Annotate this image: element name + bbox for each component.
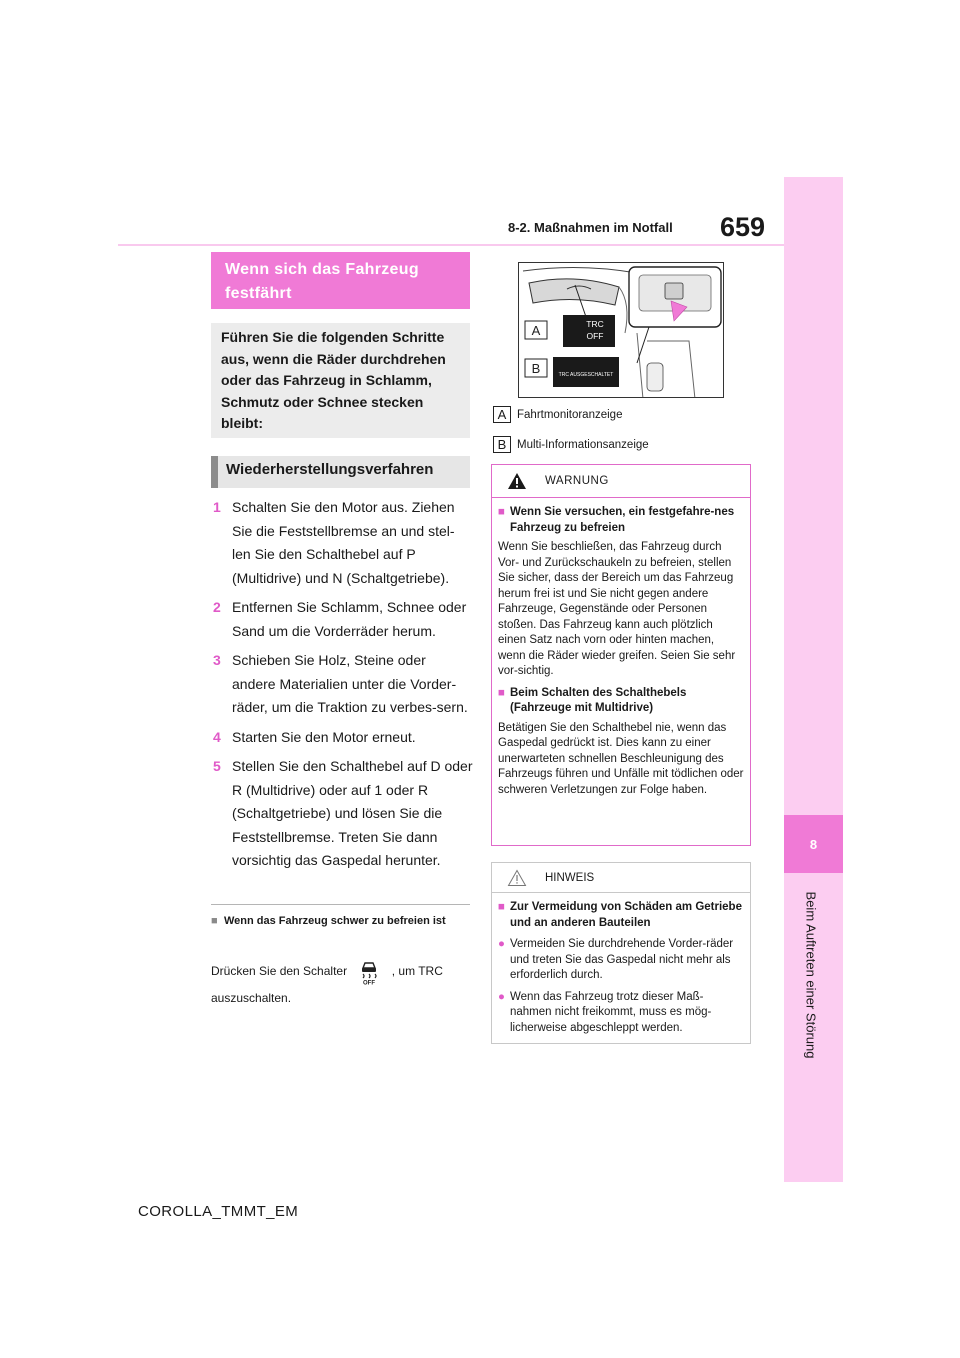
step-text: Starten Sie den Motor erneut. bbox=[232, 728, 416, 745]
step-number: 1 bbox=[213, 499, 221, 515]
warning-header bbox=[492, 465, 750, 498]
warning-content bbox=[492, 498, 750, 798]
legend-text-b: Multi-Informationsanzeige bbox=[517, 438, 649, 451]
warning-triangle-icon bbox=[507, 472, 527, 490]
hint-content bbox=[492, 893, 750, 1036]
legend-item-a bbox=[493, 406, 622, 423]
caution-triangle-icon bbox=[507, 869, 527, 887]
hint-bullet-text: Wenn das Fahrzeug trotz dieser Maß-nahmen nicht freikommt, muss es mög-licherweise abgeschleppt werden. bbox=[510, 990, 712, 1034]
display-a-line1: TRC bbox=[586, 319, 604, 329]
warning-item-text: Betätigen Sie den Schalthebel nie, wenn das Gaspedal gedrückt ist. Dies kann zu einer unerwarteten schnellen Beschleunigung des Fahrzeugs führen und Unfälle mit tödlichen oder schweren Verletzungen zur Folge haben. bbox=[498, 721, 744, 796]
square-bullet-icon: ■ bbox=[498, 901, 505, 913]
header-rule bbox=[118, 244, 784, 246]
warning-item-text: Wenn Sie beschließen, das Fahrzeug durch Vor- und Zurückschaukeln zu befreien, stellen Sie sicher, dass der Bereich um das Fahrzeug herum frei ist und Sie nicht gegen andere Fahrzeuge, Gegenstände oder Personen stoßen. Das Fahrzeug kann auch plötzlich einen Satz nach vorn oder hinten machen, wenn die Räder wieder greifen. Seien Sie sehr vor-sichtig. bbox=[498, 541, 736, 677]
warning-item-heading bbox=[498, 505, 744, 536]
dot-bullet-icon: ● bbox=[498, 990, 505, 1003]
square-bullet-icon: ■ bbox=[211, 915, 218, 927]
hint-heading-text: Zur Vermeidung von Schäden am Getriebe und an anderen Bauteilen bbox=[510, 901, 742, 929]
steps-list bbox=[211, 496, 473, 879]
illustration-label-a: A bbox=[531, 323, 541, 338]
step-number: 2 bbox=[213, 599, 221, 615]
step-number: 3 bbox=[213, 652, 221, 668]
note-text-after: , um TRC auszuschalten. bbox=[211, 964, 443, 1005]
warning-box bbox=[491, 464, 751, 846]
switch-icon-label: OFF bbox=[363, 980, 376, 985]
hint-heading bbox=[498, 900, 744, 931]
step-text: Entfernen Sie Schlamm, Schnee oder Sand um die Vorderräder herum. bbox=[232, 599, 467, 639]
display-b-text: TRC AUSGESCHALTET bbox=[558, 372, 614, 378]
step-item bbox=[211, 596, 473, 643]
step-text: Schalten Sie den Motor aus. Ziehen Sie die Feststellbremse an und stel-len Sie den Schalthebel auf P (Multidrive) und N (Schaltgetriebe). bbox=[232, 499, 455, 586]
hint-bullet bbox=[498, 937, 744, 984]
step-item bbox=[211, 649, 473, 720]
square-bullet-icon: ■ bbox=[498, 686, 505, 699]
procedure-heading: Wiederherstellungsverfahren bbox=[211, 456, 470, 488]
chapter-title-text: Beim Auftreten einer Störung bbox=[803, 891, 819, 1059]
step-text: Stellen Sie den Schalthebel auf D oder R (Multidrive) oder auf 1 oder R (Schaltgetriebe) und lösen Sie die Feststellbremse. Treten Sie dann vorsichtig das Gaspedal herunter. bbox=[232, 758, 473, 868]
dashboard-illustration bbox=[518, 262, 724, 398]
illustration-label-b: B bbox=[531, 361, 541, 376]
legend-item-b bbox=[493, 436, 649, 453]
page-number: 659 bbox=[720, 212, 766, 242]
step-number: 4 bbox=[213, 728, 221, 745]
hint-bullet bbox=[498, 990, 744, 1037]
note-text-before: Drücken Sie den Schalter bbox=[211, 964, 348, 978]
hint-title: HINWEIS bbox=[545, 871, 595, 884]
section-header: 8-2. Maßnahmen im Notfall bbox=[508, 220, 673, 235]
step-item bbox=[211, 496, 473, 590]
warning-heading-text: Wenn Sie versuchen, ein festgefahre-nes Fahrzeug zu befreien bbox=[510, 506, 735, 534]
step-text: Schieben Sie Holz, Steine oder andere Materialien unter die Vorder-räder, um die Traktion zu verbes-sern. bbox=[232, 652, 468, 715]
hint-bullet-text: Vermeiden Sie durchdrehende Vorder-räder und treten Sie das Gaspedal nicht mehr als erforderlich durch. bbox=[510, 938, 734, 981]
intro-box: Führen Sie die folgenden Schritte aus, wenn die Räder durchdrehen oder das Fahrzeug in Schlamm, Schmutz oder Schnee stecken bleibt: bbox=[211, 323, 470, 438]
chapter-title bbox=[800, 885, 822, 1065]
legend-text-a: Fahrtmonitoranzeige bbox=[517, 408, 623, 421]
display-a-line2: OFF bbox=[586, 331, 604, 341]
warning-title: WARNUNG bbox=[545, 475, 609, 487]
warning-heading-text: Beim Schalten des Schalthebels (Fahrzeuge mit Multidrive) bbox=[510, 686, 687, 714]
legend-key-a: A bbox=[493, 406, 511, 423]
document-code: COROLLA_TMMT_EM bbox=[138, 1203, 299, 1220]
note-heading bbox=[211, 914, 471, 928]
hint-box bbox=[491, 862, 751, 1044]
legend-key-b: B bbox=[493, 436, 511, 453]
chapter-number-tab: 8 bbox=[784, 815, 843, 873]
square-bullet-icon: ■ bbox=[498, 506, 505, 518]
warning-item-heading bbox=[498, 686, 744, 717]
note-divider bbox=[211, 904, 470, 905]
note-heading-text: Wenn das Fahrzeug schwer zu befreien ist bbox=[224, 915, 446, 927]
section-title: Wenn sich das Fahrzeug festfährt bbox=[211, 252, 470, 309]
dot-bullet-icon: ● bbox=[498, 938, 505, 950]
trc-off-switch-icon bbox=[354, 959, 384, 985]
note-body bbox=[211, 958, 473, 1011]
step-item bbox=[211, 726, 473, 750]
hint-header bbox=[492, 863, 750, 893]
step-number: 5 bbox=[213, 758, 221, 774]
step-item bbox=[211, 755, 473, 873]
